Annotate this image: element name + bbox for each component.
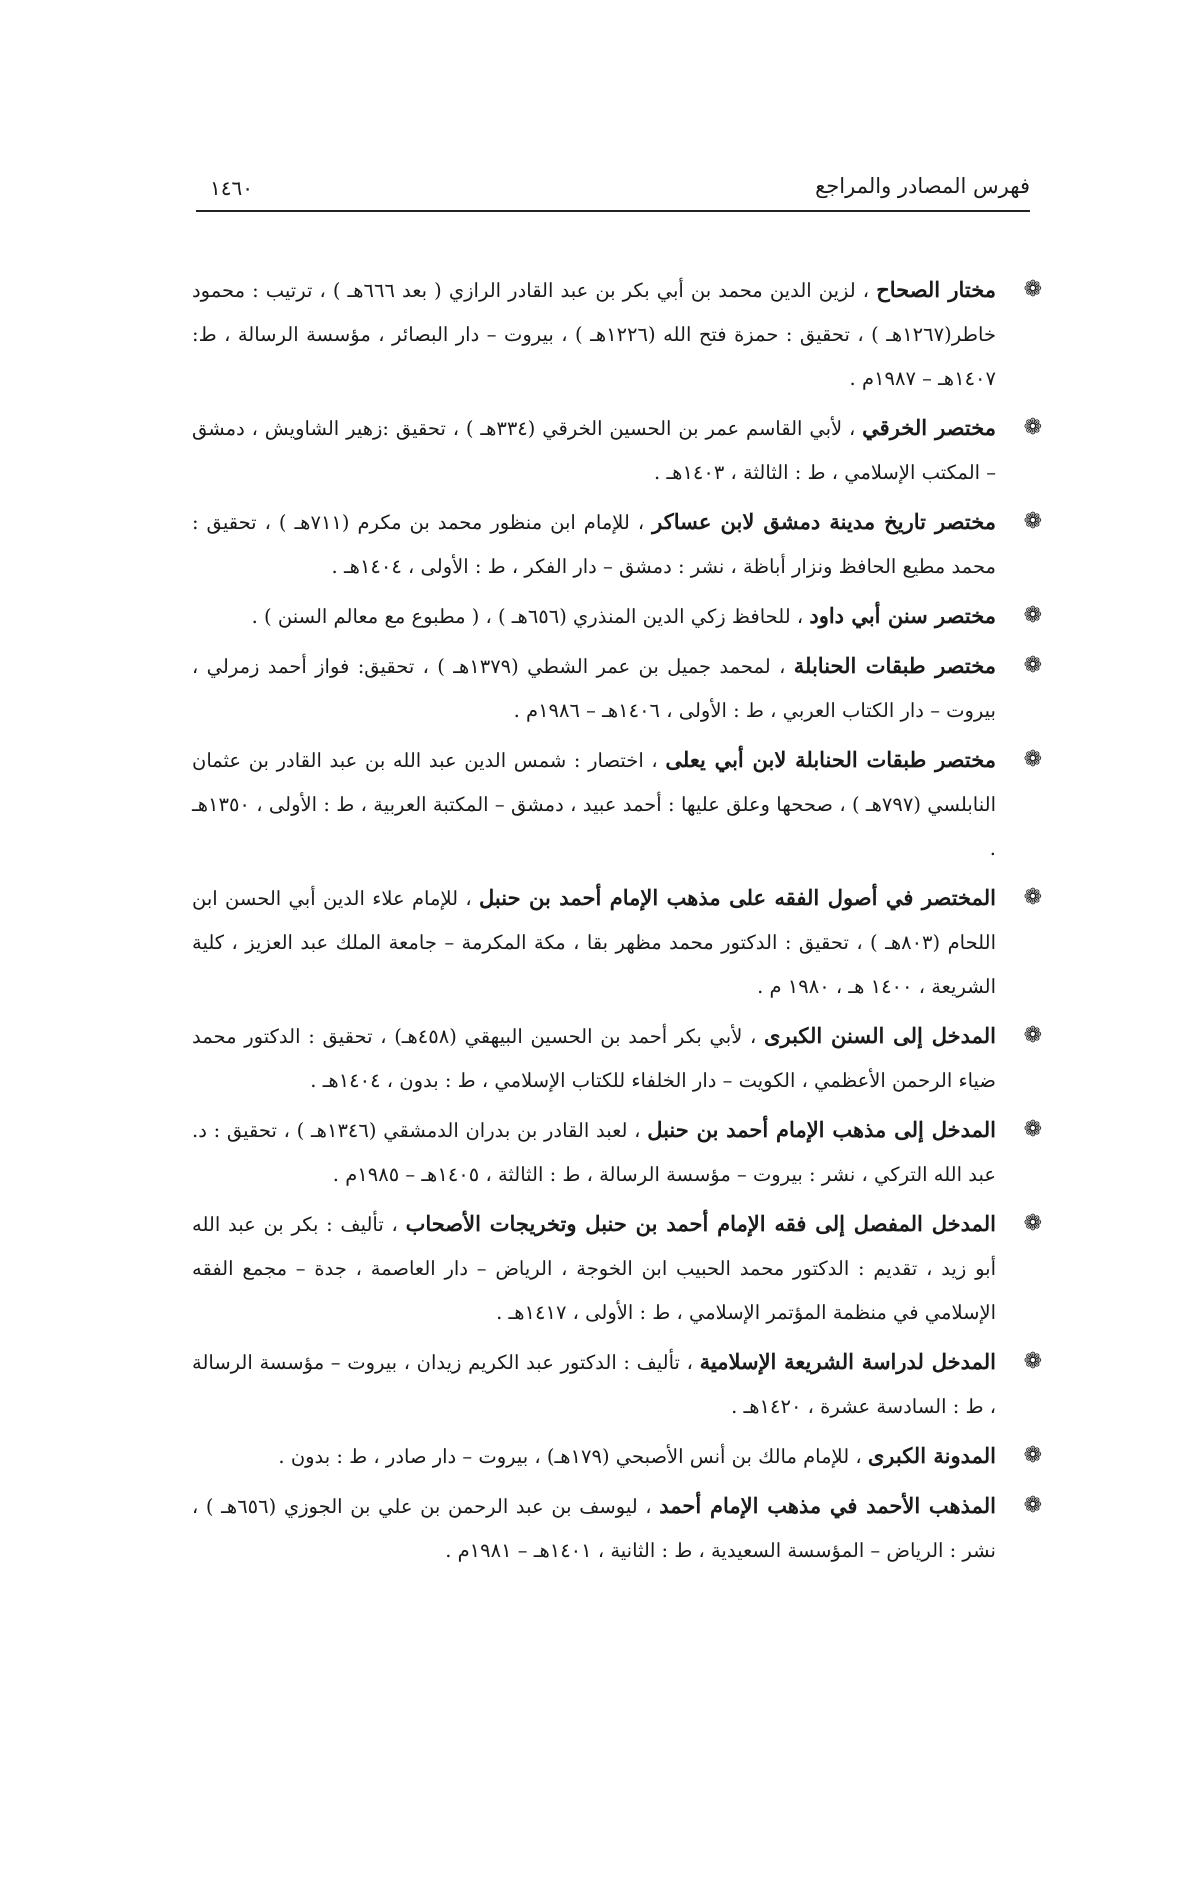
entry-details: ، ليوسف بن عبد الرحمن بن علي بن الجوزي (٦٥٦هـ ) ، نشر : الرياض – المؤسسة السعيدية ، ط : الثانية ، ١٤٠١هـ – ١٩٨١م . (192, 1495, 996, 1562)
bibliography-entry (192, 1484, 1048, 1573)
entry-details: ، تأليف : بكر بن عبد الله أبو زيد ، تقديم : الدكتور محمد الحبيب ابن الخوجة ، الرياض – دار العاصمة ، جدة – مجمع الفقه الإسلامي في منظمة المؤتمر الإسلامي ، ط : الأولى ، ١٤١٧هـ . (192, 1213, 996, 1324)
flower-bullet-icon: ❁ (1023, 653, 1042, 678)
entry-title: المختصر في أصول الفقه على مذهب الإمام أحمد بن حنبل (479, 885, 996, 910)
running-title: فهرس المصادر والمراجع (815, 174, 1030, 198)
entry-title: المدخل إلى مذهب الإمام أحمد بن حنبل (647, 1117, 996, 1142)
flower-bullet-icon: ❁ (1023, 415, 1042, 440)
header-divider (196, 210, 1030, 212)
bibliography-entry (192, 268, 1048, 401)
flower-bullet-icon: ❁ (1023, 885, 1042, 910)
entry-title: مختصر تاريخ مدينة دمشق لابن عساكر (652, 509, 996, 534)
entry-details: ، للحافظ زكي الدين المنذري (٦٥٦هـ ) ، ( مطبوع مع معالم السنن ) . (251, 605, 804, 628)
flower-bullet-icon: ❁ (1023, 1349, 1042, 1374)
flower-bullet-icon: ❁ (1023, 1493, 1042, 1518)
entry-title: المذهب الأحمد في مذهب الإمام أحمد (659, 1493, 997, 1518)
flower-bullet-icon: ❁ (1023, 603, 1042, 628)
entry-details: ، للإمام ابن منظور محمد بن مكرم (٧١١هـ ) ، تحقيق : محمد مطيع الحافظ ونزار أباظة ، نشر : دمشق – دار الفكر ، ط : الأولى ، ١٤٠٤هـ . (192, 511, 996, 578)
bibliography-entry (192, 500, 1048, 589)
bibliography-entry (192, 1108, 1048, 1197)
entry-title: مختار الصحاح (876, 277, 997, 302)
page-number: ١٤٦٠ (210, 176, 253, 200)
flower-bullet-icon: ❁ (1023, 1023, 1042, 1048)
entry-title: المدونة الكبرى (867, 1443, 996, 1468)
entry-details: ، لزين الدين محمد بن أبي بكر بن عبد القادر الرازي ( بعد ٦٦٦هـ ) ، ترتيب : محمود خاطر(١٢٦٧هـ ) ، تحقيق : حمزة فتح الله (١٢٢٦هـ ) ، بيروت – دار البصائر ، مؤسسة الرسالة ، ط: ١٤٠٧هـ – ١٩٨٧م . (192, 279, 996, 390)
entry-details: ، تأليف : الدكتور عبد الكريم زيدان ، بيروت – مؤسسة الرسالة ، ط : السادسة عشرة ، ١٤٢٠هـ . (192, 1351, 996, 1418)
flower-bullet-icon: ❁ (1023, 1117, 1042, 1142)
bibliography-entry (192, 1202, 1048, 1335)
bibliography-entry (192, 876, 1048, 1009)
bibliography-entry (192, 1014, 1048, 1103)
entry-details: ، لعبد القادر بن بدران الدمشقي (١٣٤٦هـ ) ، تحقيق : د. عبد الله التركي ، نشر : بيروت – مؤسسة الرسالة ، ط : الثالثة ، ١٤٠٥هـ – ١٩٨٥م . (192, 1119, 996, 1186)
entry-details: ، لمحمد جميل بن عمر الشطي (١٣٧٩هـ ) ، تحقيق: فواز أحمد زمرلي ، بيروت – دار الكتاب العربي ، ط : الأولى ، ١٤٠٦هـ – ١٩٨٦م . (192, 655, 996, 722)
bibliography-entry (192, 1434, 1048, 1479)
flower-bullet-icon: ❁ (1023, 1443, 1042, 1468)
entry-title: مختصر طبقات الحنابلة لابن أبي يعلى (665, 747, 997, 772)
entry-details: ، لأبي بكر أحمد بن الحسين البيهقي (٤٥٨هـ) ، تحقيق : الدكتور محمد ضياء الرحمن الأعظمي ، الكويت – دار الخلفاء للكتاب الإسلامي ، ط : بدون ، ١٤٠٤هـ . (192, 1025, 996, 1092)
flower-bullet-icon: ❁ (1023, 509, 1042, 534)
entry-details: ، لأبي القاسم عمر بن الحسين الخرقي (٣٣٤هـ ) ، تحقيق :زهير الشاويش ، دمشق – المكتب الإسلامي ، ط : الثالثة ، ١٤٠٣هـ . (192, 417, 996, 484)
entry-details: ، للإمام مالك بن أنس الأصبحي (١٧٩هـ) ، بيروت – دار صادر ، ط : بدون . (278, 1445, 862, 1468)
bibliography-entry (192, 738, 1048, 871)
page-header (196, 170, 1030, 210)
entry-title: المدخل إلى السنن الكبرى (764, 1023, 996, 1048)
flower-bullet-icon: ❁ (1023, 277, 1042, 302)
bibliography-list (192, 268, 1048, 1578)
entry-details: ، اختصار : شمس الدين عبد الله بن عبد القادر بن عثمان النابلسي (٧٩٧هـ ) ، صححها وعلق عليها : أحمد عبيد ، دمشق – المكتبة العربية ، ط : الأولى ، ١٣٥٠هـ . (192, 749, 996, 860)
flower-bullet-icon: ❁ (1023, 747, 1042, 772)
entry-title: المدخل لدراسة الشريعة الإسلامية (699, 1349, 996, 1374)
bibliography-entry (192, 594, 1048, 639)
entry-details: ، للإمام علاء الدين أبي الحسن ابن اللحام (٨٠٣هـ ) ، تحقيق : الدكتور محمد مظهر بقا ، مكة المكرمة – جامعة الملك عبد العزيز ، كلية الشريعة ، ١٤٠٠ هـ ، ١٩٨٠ م . (192, 887, 996, 998)
bibliography-entry (192, 644, 1048, 733)
bibliography-entry (192, 1340, 1048, 1429)
entry-title: المدخل المفصل إلى فقه الإمام أحمد بن حنبل وتخريجات الأصحاب (405, 1211, 997, 1236)
bibliography-entry (192, 406, 1048, 495)
entry-title: مختصر الخرقي (862, 415, 997, 440)
entry-title: مختصر طبقات الحنابلة (793, 653, 997, 678)
flower-bullet-icon: ❁ (1023, 1211, 1042, 1236)
entry-title: مختصر سنن أبي داود (809, 603, 996, 628)
